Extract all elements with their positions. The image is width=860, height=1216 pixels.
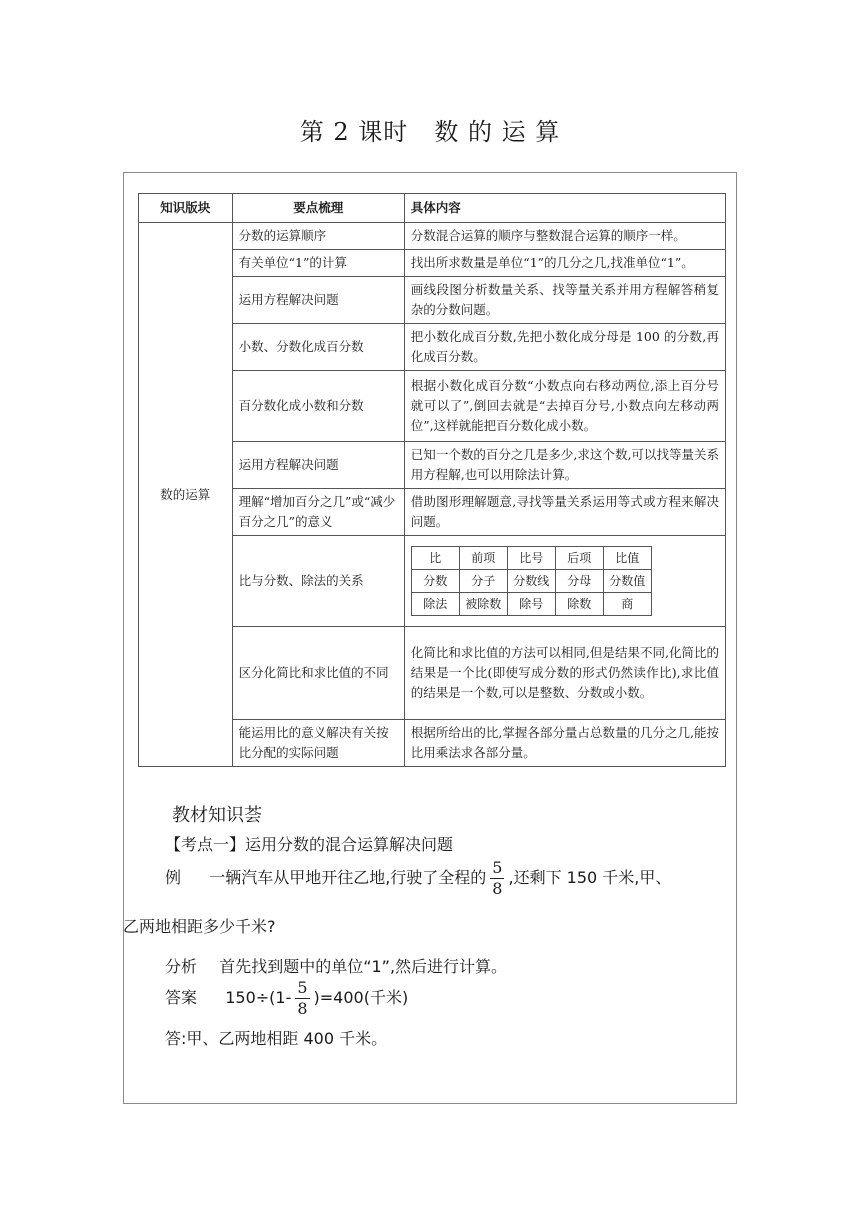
fraction-denominator: 8	[492, 879, 503, 898]
section-cell: 数的运算	[139, 223, 233, 767]
key-point-line	[165, 832, 453, 855]
ratio-cell: 比值	[603, 547, 651, 570]
answer-label: 答案	[165, 988, 198, 1007]
ratio-cell: 前项	[459, 547, 507, 570]
content-cell: 根据所给出的比,掌握各部分量占总数量的几分之几,能按比用乘法求各部分量。	[404, 720, 725, 767]
example-label: 例	[165, 868, 182, 887]
content-cell: 化简比和求比值的方法可以相同,但是结果不同,化简比的结果是一个比(即使写成分数的形式仍然读作比),求比值的结果是一个数,可以是整数、分数或小数。	[404, 627, 725, 720]
ratio-cell: 商	[603, 593, 651, 616]
point-cell: 分数的运算顺序	[232, 223, 404, 250]
analysis-label: 分析	[165, 957, 198, 976]
section-heading: 教材知识荟	[172, 805, 262, 826]
point-cell: 百分数化成小数和分数	[232, 371, 404, 442]
content-cell: 找出所求数量是单位“1”的几分之几,找准单位“1”。	[404, 250, 725, 277]
point-cell: 能运用比的意义解决有关按比分配的实际问题	[232, 720, 404, 767]
ratio-cell: 分子	[459, 570, 507, 593]
header-cell: 具体内容	[404, 194, 725, 223]
content-cell	[404, 536, 725, 627]
example-line	[165, 858, 671, 899]
ratio-row	[411, 570, 651, 593]
ratio-cell: 后项	[555, 547, 603, 570]
point-cell: 小数、分数化成百分数	[232, 324, 404, 371]
fraction-denominator: 8	[297, 999, 308, 1018]
answer-text: 150÷(1-	[225, 988, 292, 1007]
analysis-text: 首先找到题中的单位“1”,然后进行计算。	[219, 957, 508, 976]
fraction	[295, 978, 309, 1019]
table-row	[139, 223, 726, 250]
content-cell: 画线段图分析数量关系、找等量关系并用方程解答稍复杂的分数问题。	[404, 277, 725, 324]
final-answer: 答:甲、乙两地相距 400 千米。	[165, 1029, 388, 1048]
answer-text: )=400(千米)	[313, 988, 409, 1007]
point-cell: 区分化简比和求比值的不同	[232, 627, 404, 720]
content-cell: 借助图形理解题意,寻找等量关系运用等式或方程来解决问题。	[404, 489, 725, 536]
answer-line	[165, 978, 408, 1019]
example-text: ,还剩下 150 千米,甲、	[508, 868, 672, 887]
knowledge-table	[138, 193, 726, 767]
analysis-line	[165, 954, 507, 977]
ratio-cell: 被除数	[459, 593, 507, 616]
point-cell: 有关单位“1”的计算	[232, 250, 404, 277]
ratio-cell: 除法	[411, 593, 459, 616]
ratio-cell: 分数值	[603, 570, 651, 593]
lesson-number: 第 2 课时	[299, 118, 409, 146]
point-cell: 运用方程解决问题	[232, 442, 404, 489]
content-cell: 已知一个数的百分之几是多少,求这个数,可以找等量关系用方程解,也可以用除法计算。	[404, 442, 725, 489]
point-cell: 比与分数、除法的关系	[232, 536, 404, 627]
key-point-tag: 【考点一】	[165, 835, 246, 854]
ratio-cell: 除号	[507, 593, 555, 616]
ratio-row	[411, 547, 651, 570]
ratio-cell: 除数	[555, 593, 603, 616]
fraction-numerator: 5	[492, 858, 503, 877]
fraction	[490, 858, 504, 899]
header-cell: 要点梳理	[232, 194, 404, 223]
ratio-cell: 比号	[507, 547, 555, 570]
ratio-cell: 分母	[555, 570, 603, 593]
fraction-numerator: 5	[297, 978, 308, 997]
point-cell: 理解“增加百分之几”或“减少百分之几”的意义	[232, 489, 404, 536]
key-point-text: 运用分数的混合运算解决问题	[245, 835, 454, 854]
content-cell: 分数混合运算的顺序与整数混合运算的顺序一样。	[404, 223, 725, 250]
lesson-topic: 数 的 运 算	[434, 118, 561, 146]
ratio-cell: 比	[411, 547, 459, 570]
ratio-cell: 分数线	[507, 570, 555, 593]
content-cell: 把小数化成百分数,先把小数化成分母是 100 的分数,再化成百分数。	[404, 324, 725, 371]
point-cell: 运用方程解决问题	[232, 277, 404, 324]
ratio-row	[411, 593, 651, 616]
page-title	[0, 112, 860, 147]
ratio-cell: 分数	[411, 570, 459, 593]
ratio-relation-table	[411, 546, 652, 616]
header-cell: 知识版块	[139, 194, 233, 223]
example-text: 一辆汽车从甲地开往乙地,行驶了全程的	[209, 868, 487, 887]
content-cell: 根据小数化成百分数“小数点向右移动两位,添上百分号就可以了”,倒回去就是“去掉百分号,小数点向左移动两位”,这样就能把百分数化成小数。	[404, 371, 725, 442]
table-header-row	[139, 194, 726, 223]
example-line-2: 乙两地相距多少千米?	[123, 917, 276, 936]
